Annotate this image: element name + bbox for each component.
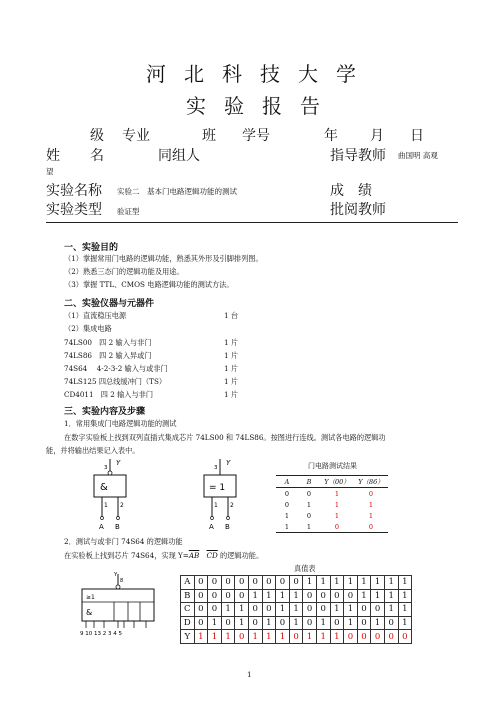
gate2-pin-top: 3 <box>214 465 218 471</box>
experiment-name-value: 实验二 基本门电路逻辑功能的测试 <box>117 187 237 196</box>
truth-row-label: Y <box>181 630 195 644</box>
cell: 0 <box>284 489 290 498</box>
truth-cell: 1 <box>384 576 398 590</box>
truth-cell: 1 <box>357 589 371 603</box>
truth-row-label: C <box>181 603 195 617</box>
truth-cell: 1 <box>398 576 412 590</box>
truth-cell: 1 <box>248 630 262 644</box>
truth-cell: 0 <box>221 576 235 590</box>
truth-cell: 0 <box>371 630 385 644</box>
label-class: 班 <box>202 128 216 144</box>
truth-cell: 1 <box>316 616 330 630</box>
cell: 1 <box>306 500 312 509</box>
result-table-title: 门电路测试结果 <box>308 462 357 470</box>
truth-cell: 0 <box>235 589 249 603</box>
xor-symbol: = 1 <box>209 483 226 493</box>
truth-cell: 0 <box>357 603 371 617</box>
truth-cell: 0 <box>330 616 344 630</box>
label-advisor: 指导教师 <box>330 148 386 164</box>
cell: 1 <box>284 511 290 520</box>
col-y00: Y（00） <box>320 476 354 488</box>
truth-cell: 1 <box>221 603 235 617</box>
label-group: 同组人 <box>158 148 200 164</box>
gate2-pin-2: 2 <box>230 502 234 509</box>
truth-cell: 0 <box>303 603 317 617</box>
chip-or-symbol: ≥1 <box>86 594 95 601</box>
truth-row-y <box>181 630 412 644</box>
truth-cell: 1 <box>371 589 385 603</box>
chip-output-label: Y <box>114 572 118 578</box>
truth-cell: 0 <box>384 630 398 644</box>
equipment-qty: 1 片 <box>224 351 239 360</box>
cell: 1 <box>334 489 340 498</box>
truth-cell: 1 <box>398 616 412 630</box>
section1-title: 一、实验目的 <box>64 243 119 253</box>
truth-cell: 0 <box>194 616 208 630</box>
truth-cell: 0 <box>208 603 222 617</box>
truth-cell: 1 <box>262 630 276 644</box>
expr-ab-bar: $\overline{AB}$ <box>188 551 200 560</box>
table-row <box>276 488 388 500</box>
truth-table <box>180 575 412 644</box>
advisor-value: 曲国明 高观 <box>398 151 438 160</box>
truth-cell: 0 <box>303 589 317 603</box>
truth-cell: 0 <box>248 616 262 630</box>
truth-cell: 1 <box>384 589 398 603</box>
equipment-name: 74S64 4-2-3-2 输入与或非门 <box>64 364 168 373</box>
experiment-type-value: 验证型 <box>117 207 140 216</box>
equipment-qty: 1 片 <box>224 364 239 373</box>
cell: 0 <box>368 489 374 498</box>
nand-gate-diagram <box>80 455 140 531</box>
expr-separator <box>199 551 206 560</box>
label-student-id: 学号 <box>242 128 270 144</box>
cell: 1 <box>368 500 374 509</box>
truth-cell: 1 <box>330 576 344 590</box>
truth-cell: 1 <box>276 603 290 617</box>
truth-cell: 0 <box>208 589 222 603</box>
cell: 0 <box>354 521 388 533</box>
advisor-value-wrap: 望 <box>46 167 54 176</box>
label-experiment-name: 实验名称 <box>46 183 102 199</box>
table-row <box>276 499 388 510</box>
header-divider <box>46 222 458 223</box>
truth-cell: 1 <box>248 589 262 603</box>
truth-cell: 1 <box>276 589 290 603</box>
label-experiment-type: 实验类型 <box>46 202 102 218</box>
gate2-output-label: Y <box>226 459 231 467</box>
truth-cell: 0 <box>357 616 371 630</box>
truth-cell: 1 <box>357 576 371 590</box>
gate2-input-b: B <box>225 523 230 531</box>
chip-pin-top: 8 <box>120 578 124 584</box>
truth-cell: 0 <box>398 630 412 644</box>
truth-cell: 0 <box>371 603 385 617</box>
gate2-input-a: A <box>209 523 214 531</box>
truth-cell: 1 <box>398 603 412 617</box>
equipment-name: 74LS86 四 2 输入异或门 <box>64 351 152 360</box>
truth-row-label: A <box>181 576 195 590</box>
label-score: 成 绩 <box>330 183 372 199</box>
equipment-name: （2）集成电路 <box>64 324 112 333</box>
truth-cell: 0 <box>330 589 344 603</box>
chip-pins-bottom: 9 10 13 2 3 4 5 <box>80 631 122 636</box>
truth-cell: 1 <box>384 603 398 617</box>
truth-cell: 1 <box>289 589 303 603</box>
result-table <box>276 475 388 533</box>
truth-cell: 1 <box>371 576 385 590</box>
truth-cell: 1 <box>208 616 222 630</box>
nand-symbol: & <box>100 482 108 493</box>
truth-cell: 1 <box>262 589 276 603</box>
truth-row-a <box>181 576 412 590</box>
truth-cell: 1 <box>330 630 344 644</box>
truth-cell: 0 <box>235 630 249 644</box>
cell: 1 <box>334 500 340 509</box>
truth-cell: 0 <box>221 616 235 630</box>
table-row <box>276 510 388 521</box>
step2-title: 2．测试与或非门 74S64 的逻辑功能 <box>64 537 183 546</box>
truth-row-d <box>181 616 412 630</box>
xor-gate-diagram <box>190 455 250 531</box>
equipment-name: CD4011 四 2 输入与非门 <box>64 390 154 399</box>
expr-cd-bar: $\overline{CD}$ <box>206 551 218 560</box>
gate1-output-label: Y <box>116 459 121 467</box>
chip-and-symbol: & <box>86 608 93 617</box>
label-major: 专业 <box>122 128 150 144</box>
truth-cell: 0 <box>344 589 358 603</box>
equipment-qty: 1 片 <box>224 338 239 347</box>
truth-cell: 1 <box>235 603 249 617</box>
truth-cell: 1 <box>316 630 330 644</box>
truth-cell: 1 <box>371 616 385 630</box>
truth-cell: 0 <box>208 576 222 590</box>
truth-cell: 0 <box>289 630 303 644</box>
truth-cell: 0 <box>303 616 317 630</box>
equipment-name: （1）直流稳压电源 <box>64 311 127 320</box>
section2-title: 二、实验仪器与元器件 <box>64 299 155 309</box>
truth-cell: 1 <box>344 616 358 630</box>
truth-cell: 0 <box>235 576 249 590</box>
gate1-pin-2: 2 <box>120 502 124 509</box>
cell: 1 <box>334 511 340 520</box>
truth-cell: 1 <box>194 630 208 644</box>
truth-cell: 0 <box>194 576 208 590</box>
truth-cell: 1 <box>303 576 317 590</box>
objective-item: （3）掌握 TTL、CMOS 电路逻辑功能的测试方法。 <box>64 280 234 289</box>
truth-cell: 0 <box>194 603 208 617</box>
university-title: 河北科技大学 <box>146 62 374 86</box>
gate1-input-a: A <box>99 523 104 531</box>
truth-cell: 0 <box>262 603 276 617</box>
truth-row-b <box>181 589 412 603</box>
truth-cell: 0 <box>344 630 358 644</box>
truth-cell: 0 <box>262 576 276 590</box>
cell: 1 <box>298 521 320 533</box>
gate1-pin-1: 1 <box>104 502 108 509</box>
truth-cell: 0 <box>289 576 303 590</box>
truth-cell: 0 <box>357 630 371 644</box>
truth-cell: 1 <box>221 630 235 644</box>
truth-cell: 1 <box>303 630 317 644</box>
truth-cell: 0 <box>384 616 398 630</box>
truth-table-title: 真值表 <box>294 564 316 573</box>
truth-cell: 1 <box>344 576 358 590</box>
equipment-name: 74LS00 四 2 输入与非门 <box>64 338 152 347</box>
label-name: 姓 名 <box>46 148 112 164</box>
gate2-pin-1: 1 <box>214 502 218 509</box>
col-b: B <box>298 476 320 488</box>
truth-row-label: D <box>181 616 195 630</box>
truth-cell: 1 <box>344 603 358 617</box>
objective-item: （1）掌握常用门电路的逻辑功能，熟悉其外形及引脚排列图。 <box>64 254 263 263</box>
equipment-qty: 1 片 <box>224 377 239 386</box>
truth-cell: 0 <box>316 589 330 603</box>
label-grade-year: 级 <box>90 128 104 144</box>
cell: 0 <box>306 511 312 520</box>
report-title: 实验报告 <box>186 94 338 118</box>
cell: 0 <box>306 489 312 498</box>
gate1-input-b: B <box>115 523 120 531</box>
truth-cell: 1 <box>316 576 330 590</box>
section3-title: 三、实验内容及步骤 <box>64 407 146 417</box>
cell: 1 <box>368 511 374 520</box>
step2-text-prefix: 在实验板上找到芯片 74S64，实现 Y= <box>64 551 189 560</box>
truth-cell: 1 <box>262 616 276 630</box>
cell: 1 <box>276 521 298 533</box>
step1-title: 1．常用集成门电路逻辑功能的测试 <box>64 419 177 428</box>
truth-cell: 0 <box>316 603 330 617</box>
col-a: A <box>276 476 298 488</box>
step2-text-suffix: 的逻辑功能。 <box>217 551 264 560</box>
truth-cell: 1 <box>289 603 303 617</box>
col-y86: Y（86） <box>354 476 388 488</box>
truth-cell: 0 <box>248 576 262 590</box>
table-row <box>276 521 388 533</box>
aoi-chip-diagram <box>74 572 164 636</box>
truth-cell: 0 <box>276 576 290 590</box>
truth-cell: 1 <box>235 616 249 630</box>
truth-cell: 0 <box>221 589 235 603</box>
objective-item: （2）熟悉三态门的逻辑功能及用途。 <box>64 267 184 276</box>
truth-cell: 1 <box>276 630 290 644</box>
step1-text: 能，并将输出结果记入表中。 <box>46 446 140 455</box>
truth-cell: 0 <box>248 603 262 617</box>
cell: 0 <box>320 521 354 533</box>
result-table-header <box>276 476 388 488</box>
label-month: 月 <box>370 128 384 144</box>
gate1-pin-top: 3 <box>104 465 108 471</box>
step1-text: 在数字实验板上找到双列直插式集成芯片 74LS00 和 74LS86。按图进行连线。测试各电路的逻辑功 <box>64 433 386 442</box>
step2-text <box>64 551 263 561</box>
label-year: 年 <box>324 128 338 144</box>
equipment-name: 74LS125 四总线缓冲门（TS） <box>64 377 167 386</box>
truth-cell: 1 <box>330 603 344 617</box>
page-number: 1 <box>247 670 252 679</box>
truth-cell: 1 <box>289 616 303 630</box>
cell: 0 <box>284 500 290 509</box>
truth-row-c <box>181 603 412 617</box>
label-reviewer: 批阅教师 <box>330 202 386 218</box>
equipment-qty: 1 片 <box>224 390 239 399</box>
truth-row-label: B <box>181 589 195 603</box>
equipment-qty: 1 台 <box>224 311 239 320</box>
label-day: 日 <box>410 128 424 144</box>
truth-cell: 1 <box>398 589 412 603</box>
truth-cell: 1 <box>208 630 222 644</box>
truth-cell: 0 <box>194 589 208 603</box>
truth-cell: 0 <box>276 616 290 630</box>
